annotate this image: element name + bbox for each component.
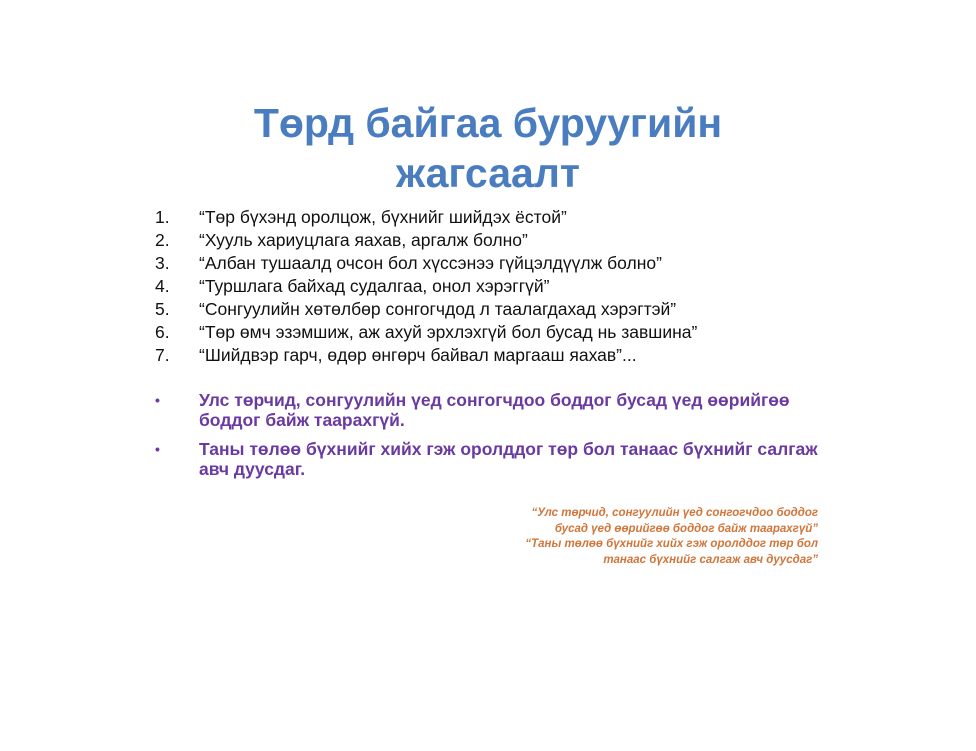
list-item-number: 7. <box>155 345 170 365</box>
quote-line: танаас бүхнийг салгаж авч дуусдаг” <box>603 553 818 566</box>
quote-line: бусад үед өөрийгөө боддог байж таарахгүй” <box>554 522 818 535</box>
list-item-text: “Хууль хариуцлага яахав, аргалж болно” <box>199 230 528 250</box>
slide-title <box>0 98 976 198</box>
bullet-marker: • <box>155 441 160 457</box>
bullet-text: Улс төрчид, сонгуулийн үед сонгогчдоо боддог бусад үед өөрийгөө боддог байж таарахгүй. <box>199 390 790 430</box>
list-item-text: “Туршлага байхад судалгаа, онол хэрэггүй” <box>199 276 550 296</box>
list-item-text: “Шийдвэр гарч, өдөр өнгөрч байвал маргааш яахав”... <box>199 345 637 365</box>
title-line-1: Төрд байгаа буруугийн <box>253 100 723 146</box>
list-item <box>155 206 855 229</box>
numbered-list <box>155 206 855 367</box>
list-item-number: 1. <box>155 207 170 227</box>
list-item-text: “Төр бүхэнд оролцож, бүхнийг шийдэх ёстой” <box>199 207 567 227</box>
list-item <box>155 298 855 321</box>
bullet-item <box>155 439 845 479</box>
list-item-text: “Сонгуулийн хөтөлбөр сонгогчдод л таалагдахад хэрэгтэй” <box>199 299 677 319</box>
bullet-text: Таны төлөө бүхнийг хийх гэж оролддог төр бол танаас бүхнийг салгаж авч дуусдаг. <box>199 439 818 479</box>
quote-line: “Таны төлөө бүхнийг хийх гэж оролддог төр бол <box>525 538 818 550</box>
list-item <box>155 252 855 275</box>
bullet-list <box>155 390 845 488</box>
list-item <box>155 229 855 252</box>
quote-line: “Улс төрчид, сонгуулийн үед сонгогчдоо боддог <box>531 507 818 519</box>
list-item-text: “Албан тушаалд очсон бол хүссэнээ гүйцэлдүүлж болно” <box>199 253 662 273</box>
list-item <box>155 321 855 344</box>
list-item <box>155 275 855 298</box>
quote-block <box>458 506 818 568</box>
list-item-number: 4. <box>155 276 170 296</box>
list-item-number: 5. <box>155 299 170 319</box>
list-item <box>155 344 855 367</box>
list-item-number: 2. <box>155 230 170 250</box>
list-item-text: “Төр өмч эзэмшиж, аж ахуй эрхлэхгүй бол бусад нь завшина” <box>199 322 698 342</box>
bullet-item <box>155 390 845 430</box>
list-item-number: 6. <box>155 322 170 342</box>
title-line-2: жагсаалт <box>396 150 580 196</box>
bullet-marker: • <box>155 392 160 408</box>
list-item-number: 3. <box>155 253 170 273</box>
